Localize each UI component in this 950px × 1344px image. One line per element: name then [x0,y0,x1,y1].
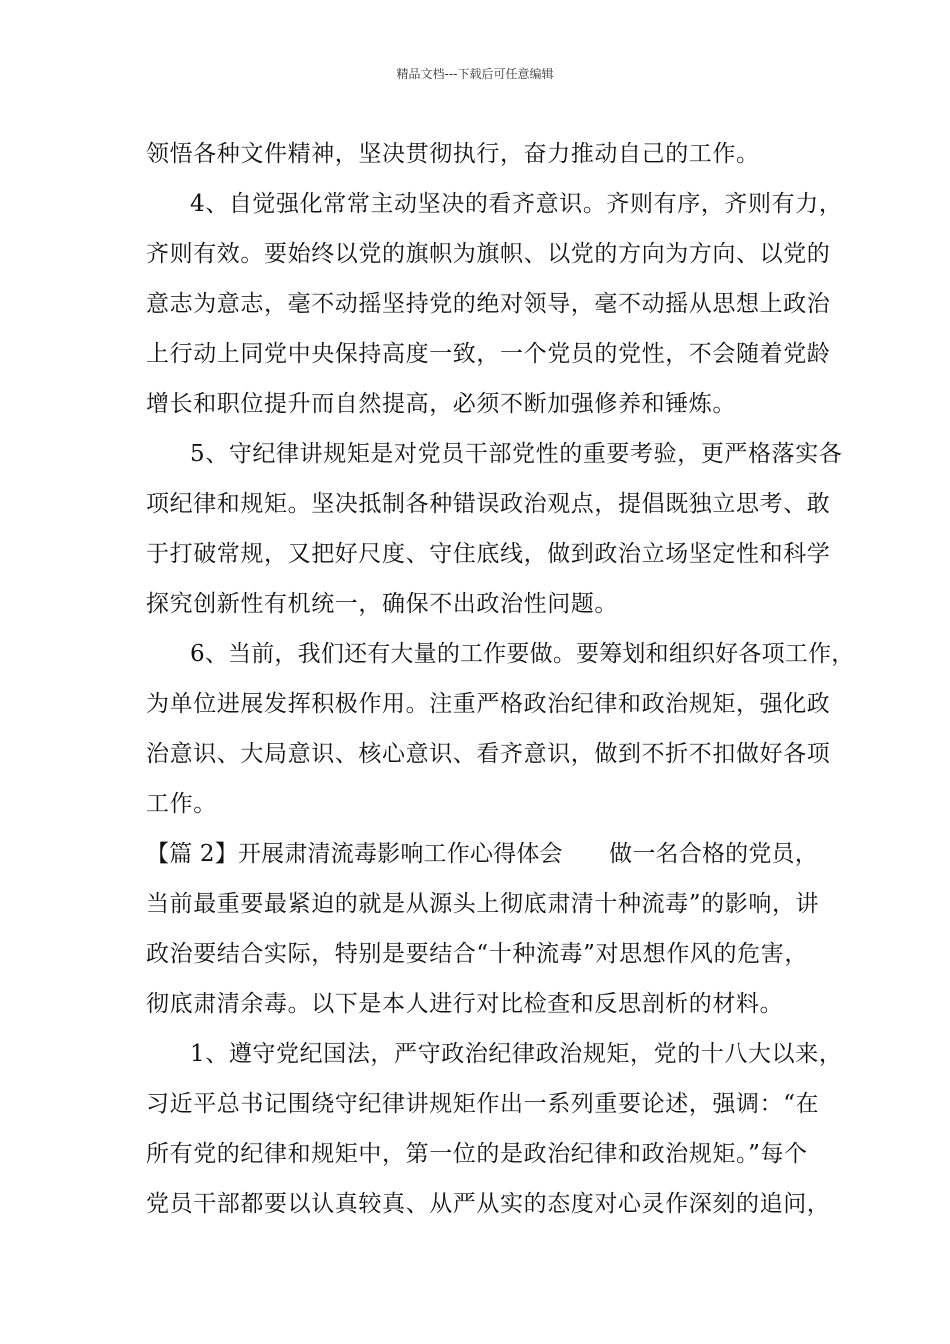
text-line: 党员干部都要以认真较真、从严从实的态度对心灵作深刻的追问， [146,1191,831,1217]
text-line: 4、自觉强化常常主动坚决的看齐意识。齐则有序，齐则有力， [190,191,843,217]
text-line: 当前最重要最紧迫的就是从源头上彻底肃清十种流毒”的影响，讲 [146,891,820,917]
text-line: 工作。 [146,791,217,817]
section-heading-line: 【篇 2】开展肃清流毒影响工作心得体会 做一名合格的党员， [146,841,818,867]
text-line: 领悟各种文件精神，坚决贯彻执行，奋力推动自己的工作。 [146,141,760,167]
text-line: 齐则有效。要始终以党的旗帜为旗帜、以党的方向为方向、以党的 [146,241,831,267]
text-line: 上行动上同党中央保持高度一致，一个党员的党性，不会随着党龄 [146,341,831,367]
page-header: 精品文档---下载后可任意编辑 [396,67,554,81]
text-line: 彻底肃清余毒。以下是本人进行对比检查和反思剖析的材料。 [146,991,784,1017]
text-line: 增长和职位提升而自然提高，必须不断加强修养和锤炼。 [146,391,736,417]
text-line: 习近平总书记围绕守纪律讲规矩作出一系列重要论述，强调：“在 [146,1091,820,1117]
document-body [146,129,855,1229]
text-line: 于打破常规，又把好尺度、守住底线，做到政治立场坚定性和科学 [146,541,831,567]
text-line: 治意识、大局意识、核心意识、看齐意识，做到不折不扣做好各项 [146,741,831,767]
text-line: 政治要结合实际，特别是要结合“十种流毒”对思想作风的危害， [146,941,808,967]
text-line: 探究创新性有机统一，确保不出政治性问题。 [146,591,618,617]
text-line: 意志为意志，毫不动摇坚持党的绝对领导，毫不动摇从思想上政治 [146,291,831,317]
text-line: 1、遵守党纪国法，严守政治纪律政治规矩，党的十八大以来， [190,1041,843,1067]
text-line: 所有党的纪律和规矩中，第一位的是政治纪律和政治规矩。”每个 [146,1141,808,1167]
text-line: 项纪律和规矩。坚决抵制各种错误政治观点，提倡既独立思考、敢 [146,491,831,517]
text-line: 6、当前，我们还有大量的工作要做。要筹划和组织好各项工作， [190,641,855,667]
text-line: 5、守纪律讲规矩是对党员干部党性的重要考验，更严格落实各 [190,441,843,467]
text-line: 为单位进展发挥积极作用。注重严格政治纪律和政治规矩，强化政 [146,691,831,717]
